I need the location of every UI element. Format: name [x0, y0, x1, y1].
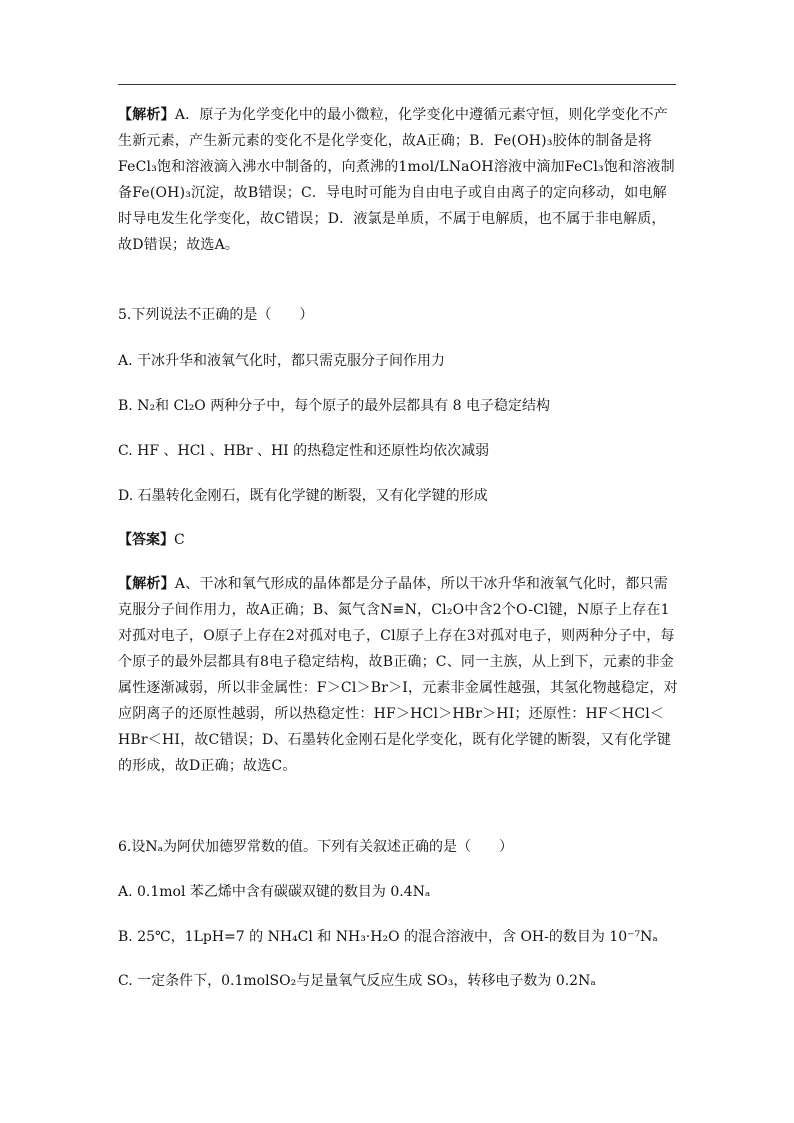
answer-value: C [174, 532, 185, 548]
analysis-text: A、干冰和氧气形成的晶体都是分子晶体，所以干冰升华和液氧气化时，都只需克服分子间作用力，故A正确；B、氮气含N≡N，Cl₂O中含2个O-Cl键，N原子上存在1对孤对电子，O原子上存在2对孤对电子，Cl原子上存在3对孤对电子，则两种分子中，每个原子的最外层都具有8电子稳定结构，故B正确；C、同一主族，从上到下，元素的非金属性逐渐减弱，所以非金属性：F＞Cl＞Br＞I，元素非金属性越强，其氢化物越稳定，对应阴离子的还原性越弱，所以热稳定性：HF＞HCl＞HBr＞HI；还原性：HF＜HCl＜HBr＜HI，故C错误；D、石墨转化金刚石是化学变化，既有化学键的断裂，又有化学键的形成，故D正确；故选C。 [118, 576, 678, 774]
answer-label: 【答案】 [118, 532, 174, 548]
question-6-option-c: C. 一定条件下，0.1molSO₂与足量氧气反应生成 SO₃，转移电子数为 0.2Nₐ [118, 973, 596, 989]
question-5-option-d: D. 石墨转化金刚石，既有化学键的断裂，又有化学键的形成 [118, 488, 488, 504]
question-5-option-b: B. N₂和 Cl₂O 两种分子中，每个原子的最外层都具有 8 电子稳定结构 [118, 398, 551, 414]
question-6-option-a: A. 0.1mol 苯乙烯中含有碳碳双键的数目为 0.4Nₐ [118, 884, 431, 900]
question-6-stem: 6.设Nₐ为阿伏加德罗常数的值。下列有关叙述正确的是（ ） [118, 839, 514, 855]
question-5-answer [118, 529, 185, 549]
question-6-option-b: B. 25℃，1LpH=7 的 NH₄Cl 和 NH₃·H₂O 的混合溶液中，含 OH-的数目为 10⁻⁷Nₐ [118, 929, 658, 945]
header-rule [118, 84, 676, 85]
analysis-text: A．原子为化学变化中的最小微粒，化学变化中遵循元素守恒，则化学变化不产生新元素，产生新元素的变化不是化学变化，故A正确；B．Fe(OH)₃胶体的制备是将FeCl₃饱和溶液滴入沸水中制备的，向煮沸的1mol/LNaOH溶液中滴加FeCl₃饱和溶液制备Fe(OH)₃沉淀，故B错误；C．导电时可能为自由电子或自由离子的定向移动，如电解时导电发生化学变化，故C错误；D．液氯是单质，不属于电解质，也不属于非电解质，故D错误；故选A。 [118, 107, 675, 253]
analysis-q5 [118, 571, 678, 779]
analysis-label: 【解析】 [118, 107, 175, 123]
question-5-stem: 5.下列说法不正确的是（ ） [118, 307, 314, 323]
analysis-label: 【解析】 [118, 576, 175, 592]
analysis-q4 [118, 102, 678, 258]
question-5-option-a: A. 干冰升华和液氧气化时，都只需克服分子间作用力 [118, 353, 446, 369]
question-5-option-c: C. HF 、HCl 、HBr 、HI 的热稳定性和还原性均依次减弱 [118, 443, 490, 459]
